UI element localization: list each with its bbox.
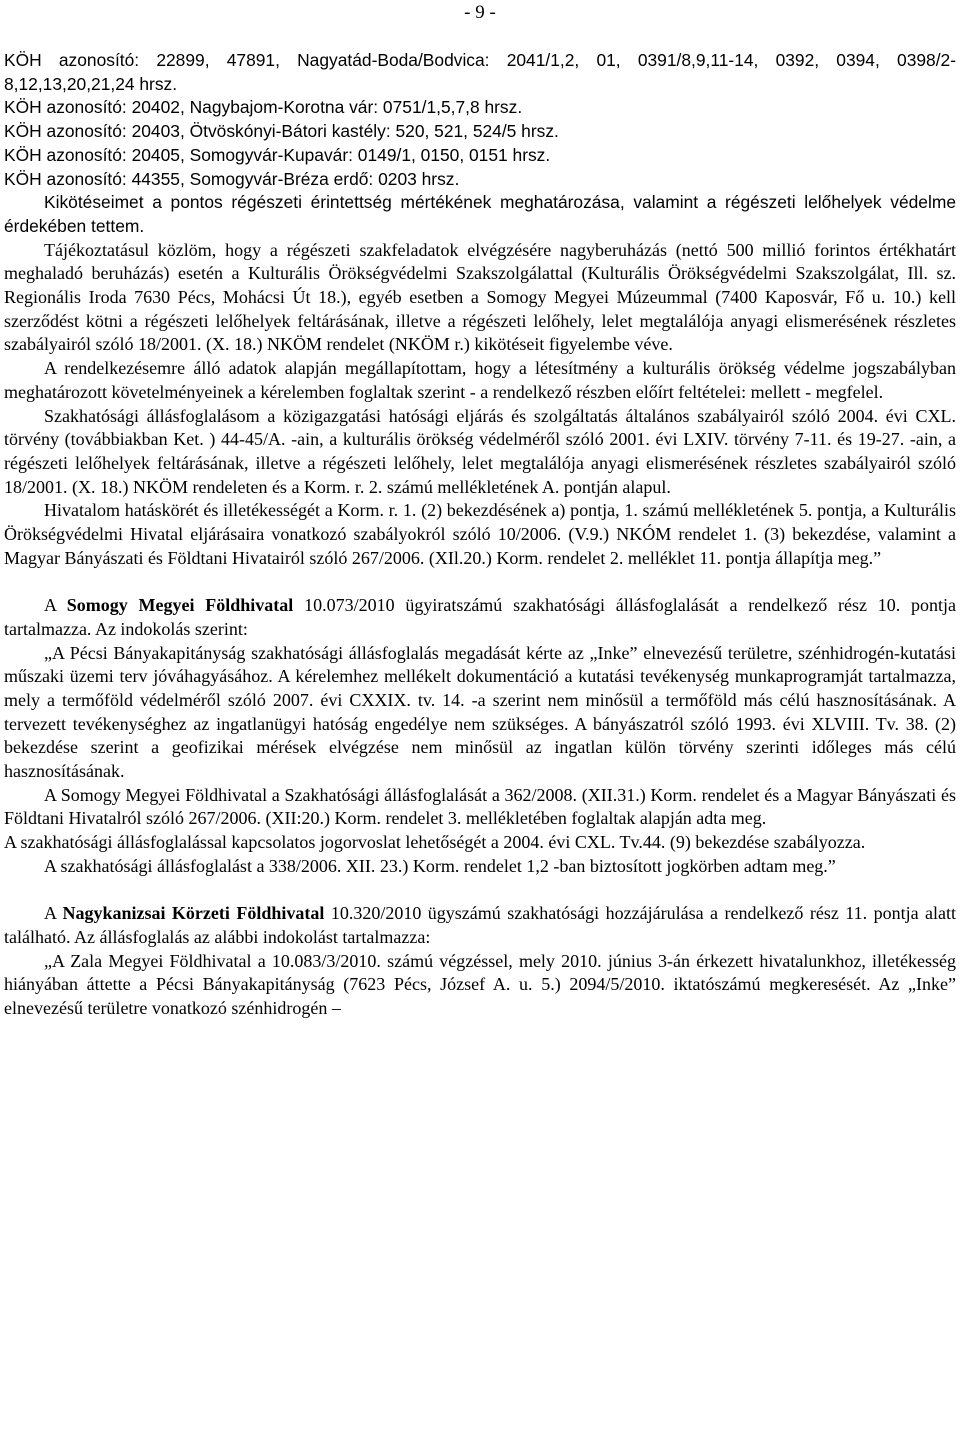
page-number: - 9 - [464,2,496,23]
paragraph-hataskor: Hivatalom hatáskörét és illetékességét a Korm. r. 1. (2) bekezdésének a) pontja, 1. számú mellékletének 5. pontja, a Kulturális Örökségvédelmi Hivatal eljárásaira vonatkozó szabályokról szóló 10/2006. (V.9.) NKÓM rendelet 1. (3) bekezdése, valamint a Magyar Bányászati és Földtani Hivatairól szóló 267/2006. (XIl.20.) Korm. rendelet 2. melléklet 11. pontja állapítja meg.” [4,500,956,568]
paragraph-nagykanizsa-foldhivatal [4,902,956,949]
authority-name: Nagykanizsai Körzeti Földhivatal [62,903,325,924]
koh-item: KÖH azonosító: 20405, Somogyvár-Kupavár: 0149/1, 0150, 0151 hrsz. [4,144,551,165]
koh-item: KÖH azonosító: 20403, Ötvöskónyi-Bátori kastély: 520, 521, 524/5 hrsz. [4,121,559,142]
koh-item: KÖH azonosító: 22899, 47891, Nagyatád-Boda/Bodvica: 2041/1,2, 01, 0391/8,9,11-14, 0392, 0394, 0398/2-8,12,13,20,21,24 hrsz. [4,50,956,94]
paragraph-megallapitas: A rendelkezésemre álló adatok alapján megállapítottam, hogy a létesítmény a kulturális örökség védelme jogszabályban meghatározott követelményeinek a kérelemben foglaltak szerint - a rendelkező részben előírt feltételei: mellett - megfelel. [4,358,956,402]
text-segment: 10.320/2010 ügyszámú szakhatósági hozzájárulása a rendelkező rész 11. pontja alatt található. Az állásfoglalás az alábbi indokolást tartalmazza: [4,903,956,947]
paragraph-tajekoztatas: Tájékoztatásul közlöm, hogy a régészeti szakfeladatok elvégzésére nagyberuházás (nettó 500 millió forintos értékhatárt meghaladó beruházás) esetén a Kulturális Örökségvédelmi Szakszolgálattal (Kulturális Örökségvédelmi Szakszolgálat, Ill. sz. Regionális Iroda 7630 Pécs, Mohácsi Út 18.), egyéb esetben a Somogy Megyei Múzeummal (7400 Kaposvár, Fő u. 10.) kell szerződést kötni a régészeti lelőhelyek feltárásának, illetve a régészeti lelőhely, lelet megtalálója anyagi elismerésének részletes szabályairól szóló 18/2001. (X. 18.) NKÖM rendelet (NKÖM r.) kikötéseit figyelembe véve. [4,239,956,355]
paragraph-somogy-alap: A Somogy Megyei Földhivatal a Szakhatósági állásfoglalását a 362/2008. (XII.31.) Korm. rendelet és a Magyar Bányászati és Földtani Hivatalról szóló 267/2006. (XII:20.) Korm. rendelet 3. mellékletében foglaltak alapján adta meg. [4,784,956,829]
paragraph-zala-quote: „A Zala Megyei Földhivatal a 10.083/3/2010. számú végzéssel, mely 2010. június 3-án érkezett hivatalunkhoz, illetékesség hiányában áttette a Pécsi Bányakapitányság (7623 Pécs, József A. u. 5.) 2094/5/2010. iktatószámú megkeresését. Az „Inke” elnevezésű területre vonatkozó szénhidrogén – [4,950,956,1019]
text-segment: A [44,903,63,924]
paragraph-jogkor: A szakhatósági állásfoglalást a 338/2006. XII. 23.) Korm. rendelet 1,2 -ban biztosított jogkörben adtam meg.” [44,855,836,876]
paragraph-szakhatosagi-alap: Szakhatósági állásfoglalásom a közigazgatási hatósági eljárás és szolgáltatás általános szabályairól szóló 2004. évi CXL. törvény (továbbiakban Ket. ) 44-45/A. -ain, a kulturális örökség védelméről szóló 2001. évi LXIV. törvény 7-11. és 19-27. -ain, a régészeti lelőhelyek feltárásának, illetve a régészeti lelőhely, lelet megtalálója anyagi elismerésének részletes szabályairól szóló 18/2001. (X. 18.) NKÖM rendeleten és a Korm. r. 2. számú mellékletének A. pontján alapul. [4,405,956,497]
paragraph-somogy-foldhivatal [4,594,956,641]
authority-name: Somogy Megyei Földhivatal [66,595,294,616]
paragraph-jogorvoslat: A szakhatósági állásfoglalással kapcsolatos jogorvoslat lehetőségét a 2004. évi CXL. Tv.44. (9) bekezdése szabályozza. [4,832,866,853]
paragraph-indokolas-quote: „A Pécsi Bányakapitányság szakhatósági állásfoglalás megadását kérte az „Inke” elnevezésű területre, szénhidrogén-kutatási műszaki üzemi terv jóváhagyásához. A kérelemhez mellékelt dokumentáció a kutatási tevékenység munkaprogramját tartalmazza, mely a termőföld védelméről szóló 2007. évi CXXIX. tv. 14. -a szerint nem minősül a termőföld más célú hasznosításának. A tervezett tevékenységhez az ingatlanügyi hatóság engedélye nem szükséges. A bányászatról szóló 1993. évi XLVIII. Tv. 38. (2) bekezdése szerint a geofizikai mérések elvégzése nem minősül az ingatlan külön törvény szerinti időleges más célú hasznosításának. [4,642,956,782]
document-body [4,49,956,1021]
koh-item: KÖH azonosító: 20402, Nagybajom-Korotna vár: 0751/1,5,7,8 hrsz. [4,97,523,118]
text-segment: A [44,595,67,616]
koh-item: KÖH azonosító: 44355, Somogyvár-Bréza erdő: 0203 hrsz. [4,168,460,189]
paragraph-kikotesek: Kikötéseimet a pontos régészeti érintettség mértékének meghatározása, valamint a régészeti lelőhelyek védelme érdekében tettem. [4,192,956,236]
text-segment: 10.073/2010 ügyiratszámú szakhatósági állásfoglalását a rendelkező rész 10. pontja tartalmazza. Az indokolás szerint: [4,595,956,639]
